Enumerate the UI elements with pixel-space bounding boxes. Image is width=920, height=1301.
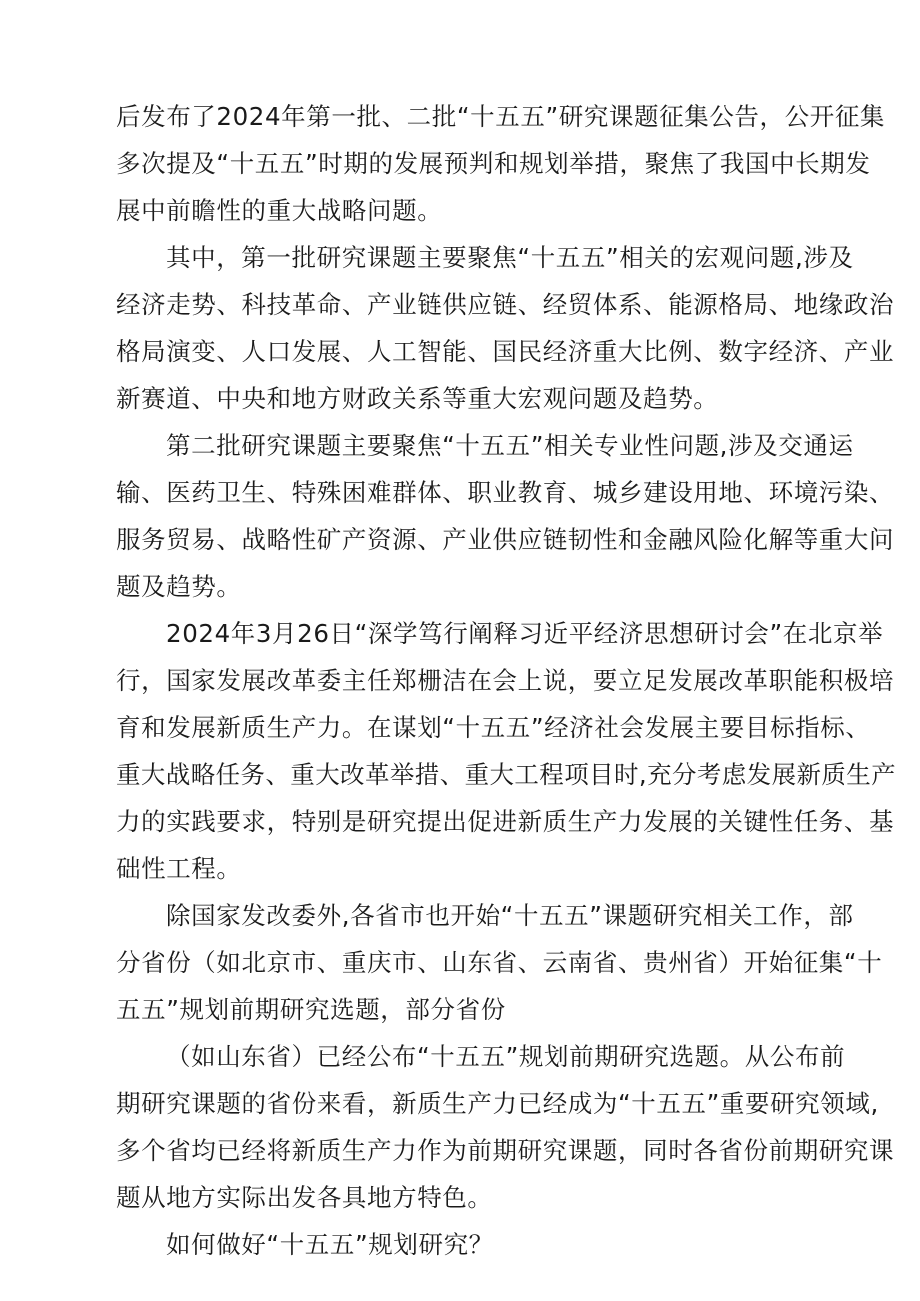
text-line: 多次提及“十五五”时期的发展预判和规划举措，聚焦了我国中长期发 [116,149,871,178]
text-line: 其中，第一批研究课题主要聚焦“十五五”相关的宏观问题,涉及 [166,243,854,272]
text-line: 力的实践要求，特别是研究提出促进新质生产力发展的关键性任务、基 [116,807,895,836]
text-line: （如山东省）已经公布“十五五”规划前期研究选题。从公布前 [166,1042,846,1071]
text-line: 分省份（如北京市、重庆市、山东省、云南省、贵州省）开始征集“十 [116,948,883,977]
section-question: 如何做好“十五五”规划研究？ [166,1230,494,1259]
text-line: 服务贸易、战略性矿产资源、产业供应链韧性和金融风险化解等重大问 [116,525,895,554]
text-line: 多个省均已经将新质生产力作为前期研究课题，同时各省份前期研究课 [116,1136,895,1165]
text-line: 题从地方实际出发各具地方特色。 [116,1183,493,1212]
text-line: 除国家发改委外,各省市也开始“十五五”课题研究相关工作，部 [166,901,854,930]
text-line: 格局演变、人口发展、人工智能、国民经济重大比例、数字经济、产业 [116,337,895,366]
text-line: 行，国家发展改革委主任郑栅洁在会上说，要立足发展改革职能积极培 [116,666,895,695]
text-line: 后发布了2024年第一批、二批“十五五”研究课题征集公告，公开征集 [116,102,886,131]
text-line: 五五”规划前期研究选题，部分省份 [116,995,506,1024]
text-line: 2024年3月26日“深学笃行阐释习近平经济思想研讨会”在北京举 [166,619,884,648]
text-line: 第二批研究课题主要聚焦“十五五”相关专业性问题,涉及交通运 [166,431,854,460]
text-line: 新赛道、中央和地方财政关系等重大宏观问题及趋势。 [116,384,719,413]
text-line: 期研究课题的省份来看，新质生产力已经成为“十五五”重要研究领域, [116,1089,879,1118]
text-line: 题及趋势。 [116,572,242,601]
text-line: 育和发展新质生产力。在谋划“十五五”经济社会发展主要目标指标、 [116,713,871,742]
text-line: 输、医药卫生、特殊困难群体、职业教育、城乡建设用地、环境污染、 [116,478,895,507]
text-line: 经济走势、科技革命、产业链供应链、经贸体系、能源格局、地缘政治 [116,290,895,319]
text-line: 重大战略任务、重大改革举措、重大工程项目时,充分考虑发展新质生产 [116,760,897,789]
text-line: 础性工程。 [116,854,242,883]
text-line: 展中前瞻性的重大战略问题。 [116,196,443,225]
